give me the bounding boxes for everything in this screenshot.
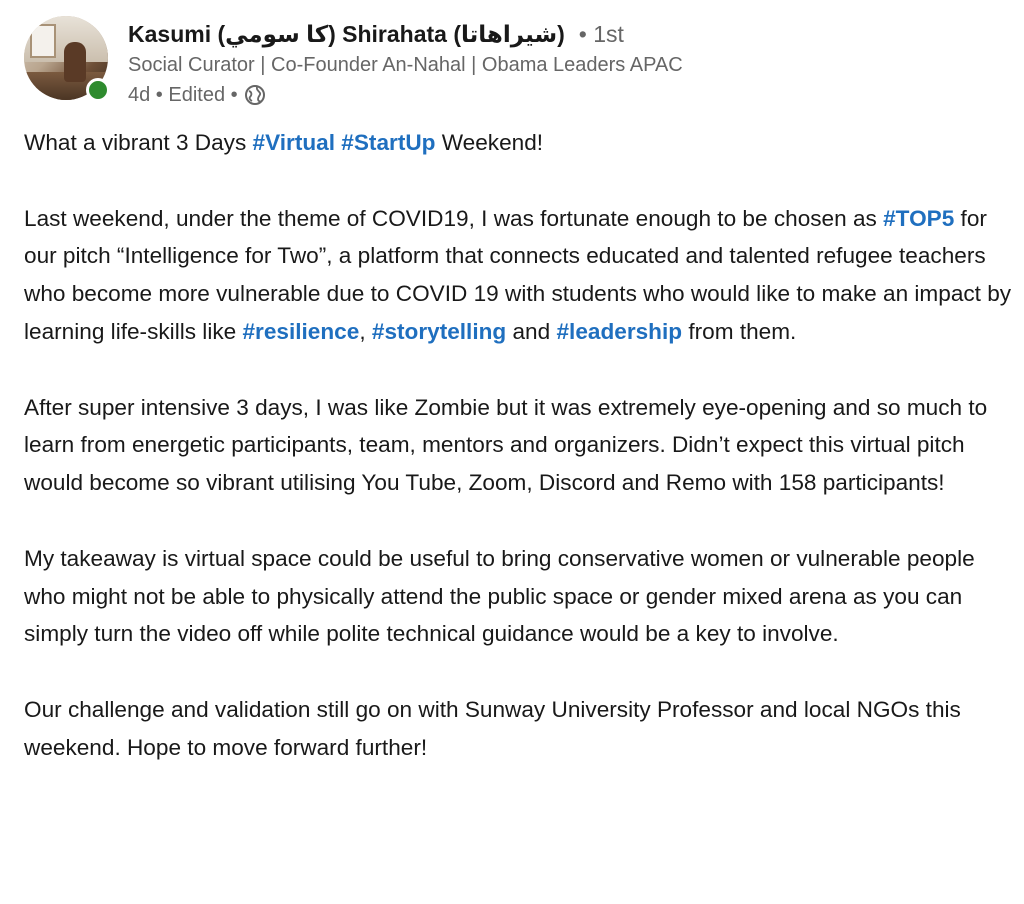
author-name-line <box>128 16 908 52</box>
post-paragraph-4: My takeaway is virtual space could be useful to bring conservative women or vulnerable people who might not be able to physically attend the public space or gender mixed arena as you can simply turn the video off while polite technical guidance would be a key to involve. <box>24 545 975 647</box>
post-timestamp: 4d • Edited • <box>128 84 238 106</box>
hashtag-link[interactable]: #TOP5 <box>883 205 955 231</box>
post-paragraph-5: Our challenge and validation still go on with Sunway University Professor and local NGOs this weekend. Hope to move forward further! <box>24 696 961 760</box>
connection-degree: • 1st <box>578 21 624 47</box>
hashtag-link[interactable]: #StartUp <box>341 130 436 155</box>
author-headline: Social Curator | Co-Founder An-Nahal | Obama Leaders APAC <box>128 54 683 76</box>
online-status-indicator <box>86 78 110 102</box>
author-avatar-link[interactable] <box>24 16 108 100</box>
globe-icon[interactable] <box>244 84 266 106</box>
hashtag-link[interactable]: #leadership <box>556 318 683 344</box>
post-paragraph-1: What a vibrant 3 Days #Virtual #StartUp Weekend! <box>24 130 544 155</box>
hashtag-link[interactable]: #Virtual <box>252 130 336 155</box>
post-paragraph-2: Last weekend, under the theme of COVID19, I was fortunate enough to be chosen as #TOP5 for our pitch “Intelligence for Two”, a platform that connects educated and talented refugee teachers who become more vulnerable due to COVID 19 with students who would like to make an impact by learning life-skills like #resilience, #storytelling and #leadership from them. <box>24 205 1012 344</box>
hashtag-link[interactable]: #resilience <box>242 318 360 344</box>
post-paragraph-3: After super intensive 3 days, I was like Zombie but it was extremely eye-opening and so much to learn from energetic participants, team, mentors and organizers. Didn’t expect this virtual pitch would become so vibrant utilising You Tube, Zoom, Discord and Remo with 158 participants! <box>24 394 988 496</box>
post-timestamp-line <box>128 80 908 110</box>
hashtag-link[interactable]: #storytelling <box>371 318 507 344</box>
author-meta <box>128 16 908 110</box>
post-body <box>24 124 1014 804</box>
author-name[interactable]: Kasumi (كا سومي) Shirahata (شيراهاتا) <box>128 21 565 47</box>
